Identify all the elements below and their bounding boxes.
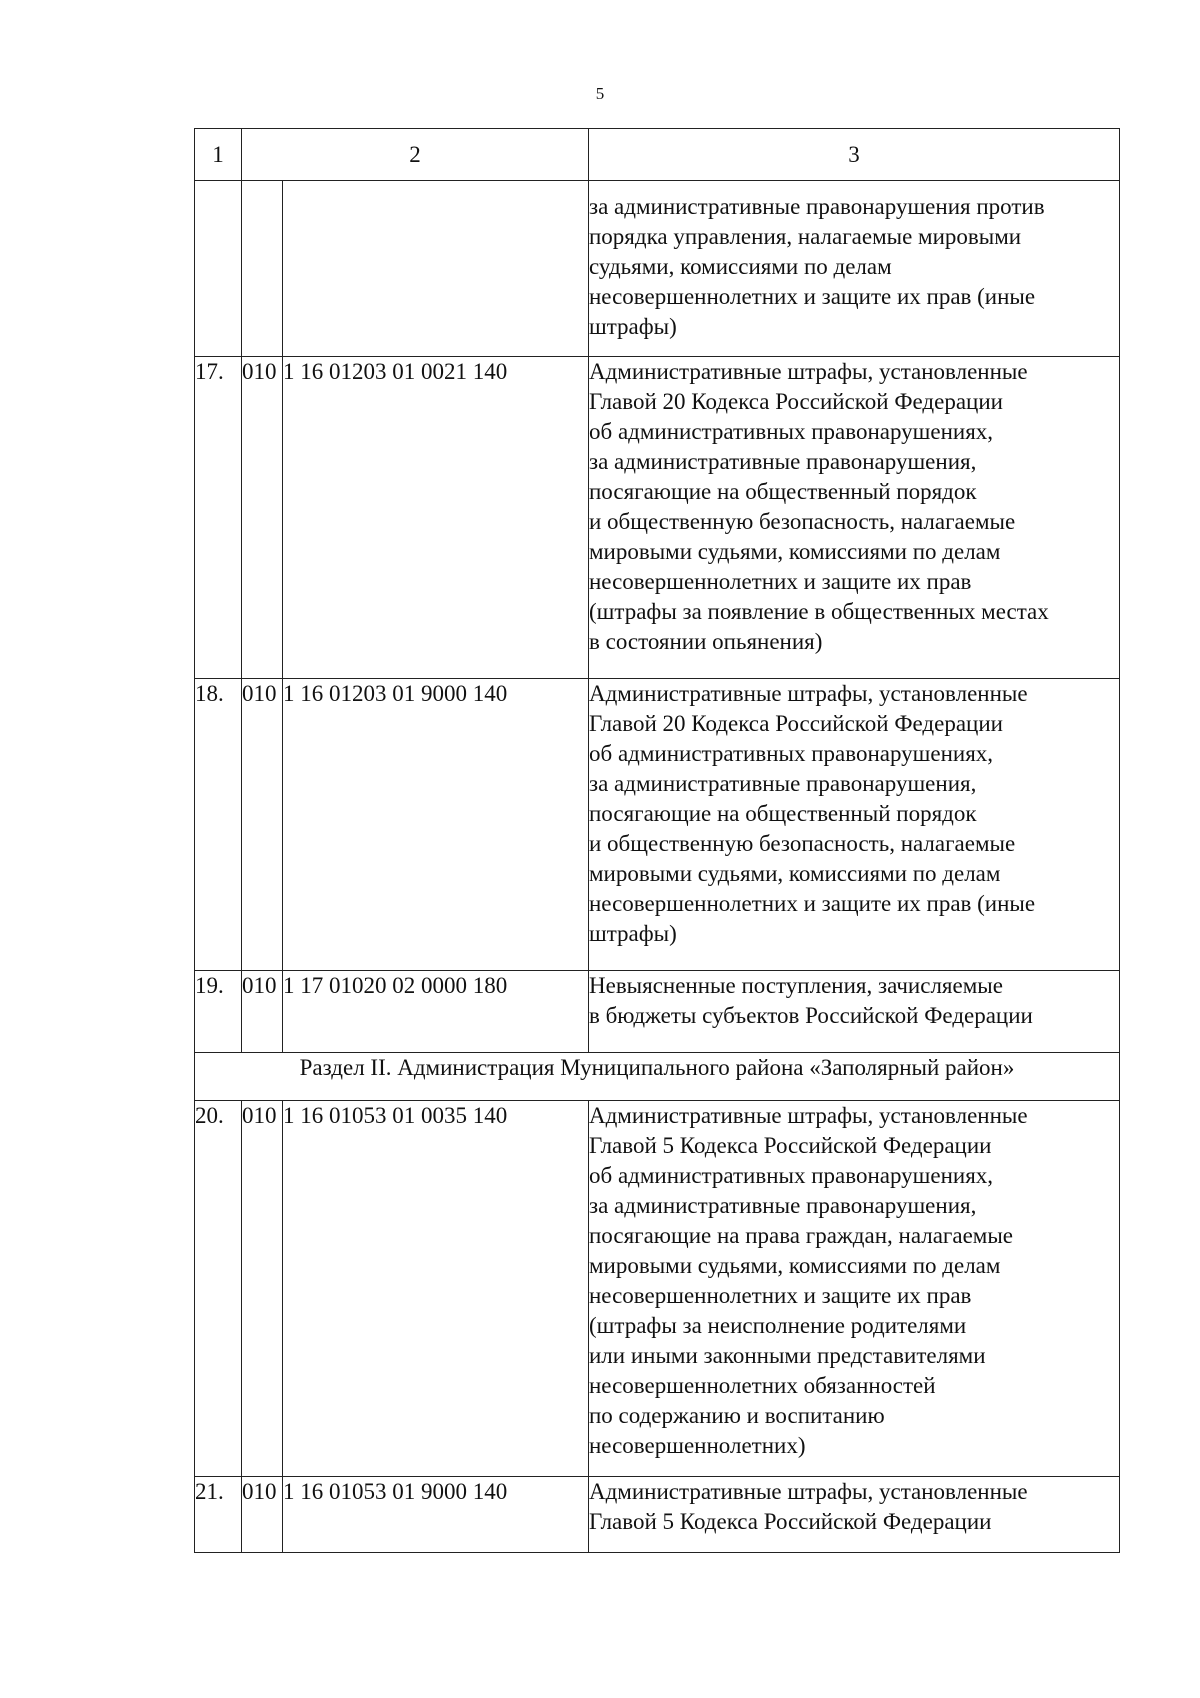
description-line: об административных правонарушениях, <box>589 1163 994 1188</box>
description-line: за административные правонарушения против <box>589 194 1045 219</box>
row-number-cell: 18. <box>195 679 242 971</box>
description-cell <box>589 971 1120 1053</box>
budget-code-cell <box>283 181 589 357</box>
column-number-2: 2 <box>242 129 589 181</box>
description-line: и общественную безопасность, налагаемые <box>589 831 1016 856</box>
description-cell <box>589 679 1120 971</box>
column-number-1: 1 <box>195 129 242 181</box>
description-line: (штрафы за появление в общественных местах <box>589 599 1049 624</box>
budget-code-cell: 1 17 01020 02 0000 180 <box>283 971 589 1053</box>
description-line: несовершеннолетних обязанностей <box>589 1373 936 1398</box>
description-line: за административные правонарушения, <box>589 771 977 796</box>
admin-code-cell: 010 <box>242 971 283 1053</box>
description-cell <box>589 357 1120 679</box>
section-row <box>195 1053 1120 1101</box>
column-numbers-row <box>195 129 1120 181</box>
continuation-row <box>195 181 1120 357</box>
description-line: судьями, комиссиями по делам <box>589 254 892 279</box>
row-number-cell: 20. <box>195 1101 242 1477</box>
description-line: Административные штрафы, установленные <box>589 681 1028 706</box>
admin-code-cell: 010 <box>242 1477 283 1553</box>
description-line: мировыми судьями, комиссиями по делам <box>589 539 1001 564</box>
budget-code-cell: 1 16 01053 01 9000 140 <box>283 1477 589 1553</box>
row-number-cell <box>195 181 242 357</box>
description-line: Главой 5 Кодекса Российской Федерации <box>589 1509 992 1534</box>
table-row <box>195 1101 1120 1477</box>
description-line: в бюджеты субъектов Российской Федерации <box>589 1003 1033 1028</box>
description-line: по содержанию и воспитанию <box>589 1403 885 1428</box>
admin-code-cell <box>242 181 283 357</box>
admin-code-cell: 010 <box>242 1101 283 1477</box>
description-line: посягающие на права граждан, налагаемые <box>589 1223 1013 1248</box>
admin-code-cell: 010 <box>242 357 283 679</box>
description-line: посягающие на общественный порядок <box>589 801 977 826</box>
description-line: мировыми судьями, комиссиями по делам <box>589 861 1001 886</box>
table-row <box>195 971 1120 1053</box>
admin-code-cell: 010 <box>242 679 283 971</box>
page-number: 5 <box>595 84 605 103</box>
description-line: штрафы) <box>589 314 677 339</box>
budget-code-cell: 1 16 01203 01 9000 140 <box>283 679 589 971</box>
row-number-cell: 21. <box>195 1477 242 1553</box>
description-line: Невыясненные поступления, зачисляемые <box>589 973 1003 998</box>
description-line: штрафы) <box>589 921 677 946</box>
row-number-cell: 17. <box>195 357 242 679</box>
row-number-cell: 19. <box>195 971 242 1053</box>
budget-codes-table <box>194 128 1120 1553</box>
description-line: Административные штрафы, установленные <box>589 1103 1028 1128</box>
description-line: и общественную безопасность, налагаемые <box>589 509 1016 534</box>
description-line: за административные правонарушения, <box>589 449 977 474</box>
table-row <box>195 679 1120 971</box>
description-line: Главой 5 Кодекса Российской Федерации <box>589 1133 992 1158</box>
description-line: несовершеннолетних) <box>589 1433 806 1458</box>
description-line: за административные правонарушения, <box>589 1193 977 1218</box>
description-line: Административные штрафы, установленные <box>589 1479 1028 1504</box>
description-line: несовершеннолетних и защите их прав <box>589 1283 972 1308</box>
section-title: Раздел II. Администрация Муниципального района «Заполярный район» <box>195 1053 1120 1101</box>
description-line: несовершеннолетних и защите их прав (иные <box>589 284 1036 309</box>
description-line: об административных правонарушениях, <box>589 419 994 444</box>
description-line: несовершеннолетних и защите их прав (иные <box>589 891 1036 916</box>
description-cell <box>589 181 1120 357</box>
description-line: порядка управления, налагаемые мировыми <box>589 224 1022 249</box>
description-line: об административных правонарушениях, <box>589 741 994 766</box>
column-number-3: 3 <box>589 129 1120 181</box>
description-cell <box>589 1101 1120 1477</box>
description-line: в состоянии опьянения) <box>589 629 823 654</box>
description-line: мировыми судьями, комиссиями по делам <box>589 1253 1001 1278</box>
table-row <box>195 357 1120 679</box>
description-line: посягающие на общественный порядок <box>589 479 977 504</box>
budget-code-cell: 1 16 01203 01 0021 140 <box>283 357 589 679</box>
description-cell <box>589 1477 1120 1553</box>
description-line: или иными законными представителями <box>589 1343 986 1368</box>
description-line: (штрафы за неисполнение родителями <box>589 1313 967 1338</box>
description-line: несовершеннолетних и защите их прав <box>589 569 972 594</box>
description-line: Главой 20 Кодекса Российской Федерации <box>589 711 1003 736</box>
description-line: Главой 20 Кодекса Российской Федерации <box>589 389 1003 414</box>
budget-code-cell: 1 16 01053 01 0035 140 <box>283 1101 589 1477</box>
description-line: Административные штрафы, установленные <box>589 359 1028 384</box>
table-row <box>195 1477 1120 1553</box>
